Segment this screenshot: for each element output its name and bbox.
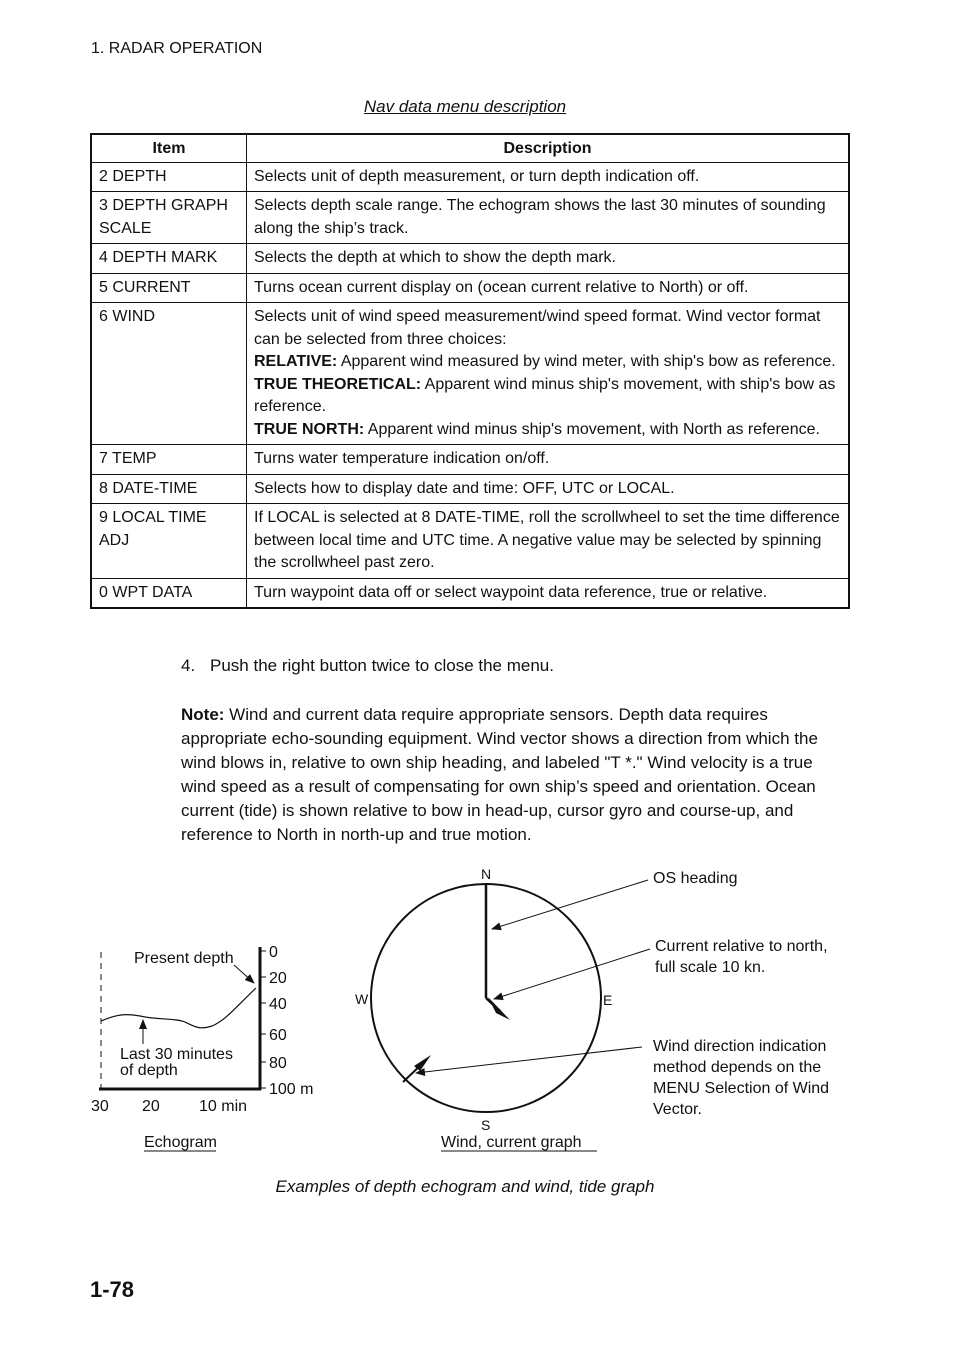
- row-item: 8 DATE-TIME: [91, 474, 247, 504]
- column-header-description: Description: [247, 134, 850, 162]
- current-label-line1: Current relative to north,: [655, 938, 828, 955]
- time-tick-20: 20: [142, 1098, 160, 1115]
- wind-option-label: TRUE THEORETICAL:: [254, 375, 422, 393]
- table-header-row: [91, 134, 849, 162]
- wind-option-text: Apparent wind minus ship's movement, with ship's bow as reference.: [254, 375, 836, 415]
- wind-label-line2: method depends on the: [653, 1059, 822, 1076]
- table-caption: Nav data menu description: [363, 97, 567, 116]
- table-body: [91, 162, 849, 608]
- step-4: [181, 656, 554, 676]
- wind-label-line3: MENU Selection of Wind: [653, 1080, 830, 1097]
- depth-trace: [101, 988, 256, 1028]
- depth-tick-0: 0: [269, 944, 278, 961]
- wind-option-text: Apparent wind minus ship's movement, with North as reference.: [364, 420, 820, 438]
- present-depth-label: Present depth: [134, 950, 234, 967]
- description-text: Selects unit of depth measurement, or turn depth indication off.: [254, 167, 700, 185]
- row-item: 5 CURRENT: [91, 273, 247, 303]
- step-text: Push the right button twice to close the menu.: [210, 656, 554, 675]
- depth-tick-20: 20: [269, 970, 287, 987]
- of-depth-label: of depth: [120, 1062, 178, 1079]
- row-item: 4 DEPTH MARK: [91, 244, 247, 274]
- description-text: Turns water temperature indication on/off.: [254, 450, 550, 467]
- current-vector-arrowhead: [488, 997, 510, 1020]
- page-number: 1-78: [90, 1277, 135, 1302]
- depth-tick-80: 80: [269, 1055, 287, 1072]
- present-depth-arrow: [234, 965, 254, 983]
- nav-data-table: [90, 133, 850, 609]
- last-30-minutes-label: Last 30 minutes: [120, 1046, 233, 1063]
- row-description: [247, 192, 850, 244]
- step-number: 4.: [181, 656, 196, 675]
- compass-e: E: [603, 992, 613, 1008]
- current-leader: [494, 949, 650, 999]
- wind-graph-title: Wind, current graph: [441, 1134, 582, 1151]
- row-description: [247, 273, 850, 303]
- row-description: [247, 504, 850, 579]
- compass-w: W: [355, 991, 369, 1007]
- description-text: Selects the depth at which to show the depth mark.: [254, 249, 616, 266]
- time-tick-10min: 10 min: [199, 1098, 248, 1115]
- os-heading-label: OS heading: [653, 870, 738, 887]
- row-item: 9 LOCAL TIME ADJ: [91, 504, 247, 579]
- compass-s: S: [481, 1117, 491, 1133]
- depth-tick-40: 40: [269, 996, 287, 1013]
- wind-label-line1: Wind direction indication: [653, 1038, 827, 1055]
- running-header: 1. RADAR OPERATION: [91, 40, 263, 57]
- time-tick-30: 30: [91, 1098, 109, 1115]
- row-item: 6 WIND: [91, 303, 247, 445]
- row-description: [247, 474, 850, 504]
- description-text: Turn waypoint data off or select waypoint data reference, true or relative.: [254, 583, 768, 601]
- wind-option: [254, 351, 841, 374]
- wind-option: [254, 374, 841, 419]
- note-text: Wind and current data require appropriate sensors. Depth data requires appropriate echo-sounding equipment. Wind vector shows a direction from which the wind blows in, relative to own ship heading, and labeled "T *." Wind velocity is a true wind speed as a result of compensating for own ship’s speed and orientation. Ocean current (tide) is shown relative to bow in head-up, cursor gyro and course-up, and reference to North in north-up and true motion.: [181, 705, 818, 844]
- depth-tick-100m: 100 m: [269, 1081, 314, 1098]
- wind-current-graph: [355, 866, 829, 1151]
- row-description: [247, 578, 850, 608]
- table-row: [91, 303, 849, 445]
- table-row: [91, 244, 849, 274]
- wind-option-label: RELATIVE:: [254, 353, 338, 370]
- figure-echogram-wind-graph: [0, 850, 954, 1170]
- row-item: 0 WPT DATA: [91, 578, 247, 608]
- depth-tick-60: 60: [269, 1027, 287, 1044]
- echogram: [91, 944, 313, 1151]
- description-text: Turns ocean current display on (ocean current relative to North) or off.: [254, 278, 749, 296]
- row-item: 7 TEMP: [91, 445, 247, 475]
- compass-n: N: [481, 866, 492, 882]
- figure-caption: Examples of depth echogram and wind, tide graph: [275, 1177, 655, 1196]
- table-row: [91, 162, 849, 192]
- current-label-line2: full scale 10 kn.: [655, 959, 766, 976]
- wind-label-line4: Vector.: [653, 1101, 702, 1118]
- table-row: [91, 474, 849, 504]
- description-text: Selects depth scale range. The echogram shows the last 30 minutes of sounding along the ship’s track.: [254, 197, 826, 237]
- wind-option: [254, 419, 841, 442]
- table-row: [91, 504, 849, 579]
- table-row: [91, 273, 849, 303]
- description-text: If LOCAL is selected at 8 DATE-TIME, roll the scrollwheel to set the time difference between local time and UTC time. A negative value may be selected by spinning the scrollwheel past zero.: [254, 509, 840, 571]
- row-description: [247, 162, 850, 192]
- description-text: Selects unit of wind speed measurement/wind speed format. Wind vector format can be selected from three choices:: [254, 308, 821, 348]
- note-label: Note:: [181, 705, 225, 724]
- column-header-item: Item: [91, 134, 247, 162]
- wind-option-text: Apparent wind measured by wind meter, with ship's bow as reference.: [337, 353, 836, 370]
- note-paragraph: [181, 703, 841, 847]
- row-description: [247, 244, 850, 274]
- table-row: [91, 445, 849, 475]
- row-item: 2 DEPTH: [91, 162, 247, 192]
- wind-option-label: TRUE NORTH:: [254, 420, 365, 438]
- row-description: [247, 303, 850, 445]
- table-row: [91, 192, 849, 244]
- row-description: [247, 445, 850, 475]
- table-row: [91, 578, 849, 608]
- echogram-title: Echogram: [144, 1134, 217, 1151]
- wind-leader: [416, 1047, 642, 1073]
- row-item: 3 DEPTH GRAPH SCALE: [91, 192, 247, 244]
- description-text: Selects how to display date and time: OFF, UTC or LOCAL.: [254, 479, 675, 497]
